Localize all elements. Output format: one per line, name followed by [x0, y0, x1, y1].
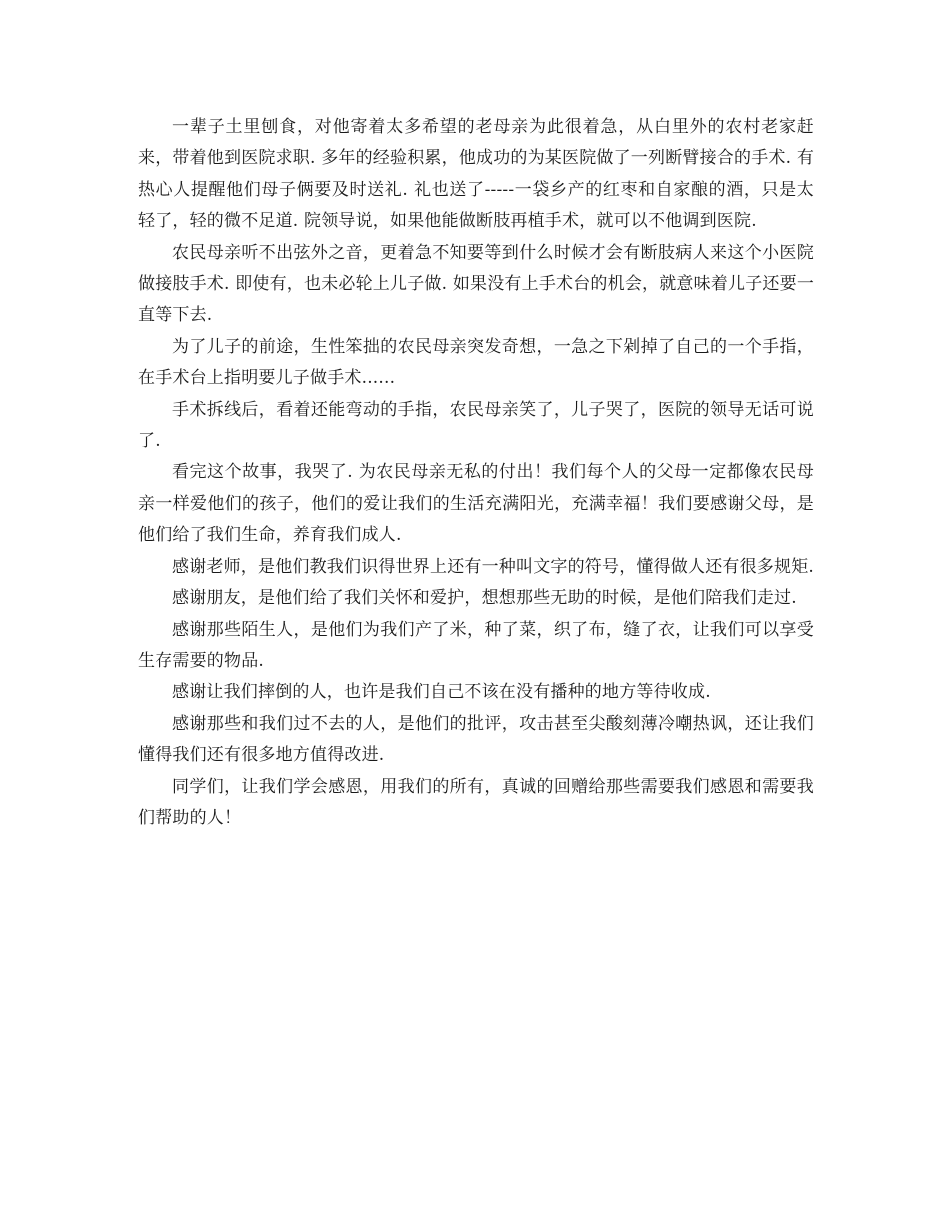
document-body [138, 112, 814, 834]
paragraph-9: 感谢让我们摔倒的人，也许是我们自己不该在没有播种的地方等待收成. [172, 682, 711, 703]
paragraph-10: 感谢那些和我们过不去的人，是他们的批评，攻击甚至尖酸刻薄冷嘲热讽，还让我们懂得我们还有很多地方值得改进. [138, 713, 814, 766]
paragraph-3: 为了儿子的前途，生性笨拙的农民母亲突发奇想，一急之下剁掉了自己的一个手指，在手术台上指明要儿子做手术...... [138, 336, 814, 389]
paragraph-5: 看完这个故事，我哭了. 为农民母亲无私的付出！我们每个人的父母一定都像农民母亲一样爱他们的孩子，他们的爱让我们的生活充满阳光，充满幸福！我们要感谢父母，是他们给了我们生命，养育我们成人. [138, 462, 814, 546]
paragraph-8: 感谢那些陌生人，是他们为我们产了米，种了菜，织了布，缝了衣，让我们可以享受生存需要的物品. [138, 619, 814, 671]
paragraph-11: 同学们，让我们学会感恩，用我们的所有，真诚的回赠给那些需要我们感恩和需要我们帮助的人！ [138, 776, 814, 828]
paragraph-1: 一辈子土里刨食，对他寄着太多希望的老母亲为此很着急，从白里外的农村老家赶来，带着他到医院求职. 多年的经验积累，他成功的为某医院做了一列断臂接合的手术. 有热心人提醒他们母子俩要及时送礼. 礼也送了-----一袋乡产的红枣和自家酿的酒，只是太轻了，轻的微不足道. 院领导说，如果他能做断肢再植手术，就可以不他调到医院. [138, 117, 815, 232]
paragraph-7: 感谢朋友，是他们给了我们关怀和爱护，想想那些无助的时候，是他们陪我们走过. [172, 588, 797, 609]
paragraph-2: 农民母亲听不出弦外之音，更着急不知要等到什么时候才会有断肢病人来这个小医院做接肢手术. 即使有，也未必轮上儿子做. 如果没有上手术台的机会，就意味着儿子还要一直等下去. [138, 242, 815, 326]
paragraph-4: 手术拆线后，看着还能弯动的手指，农民母亲笑了，儿子哭了，医院的领导无话可说了. [138, 399, 814, 452]
paragraph-6: 感谢老师，是他们教我们识得世界上还有一种叫文字的符号，懂得做人还有很多规矩. [172, 556, 815, 577]
